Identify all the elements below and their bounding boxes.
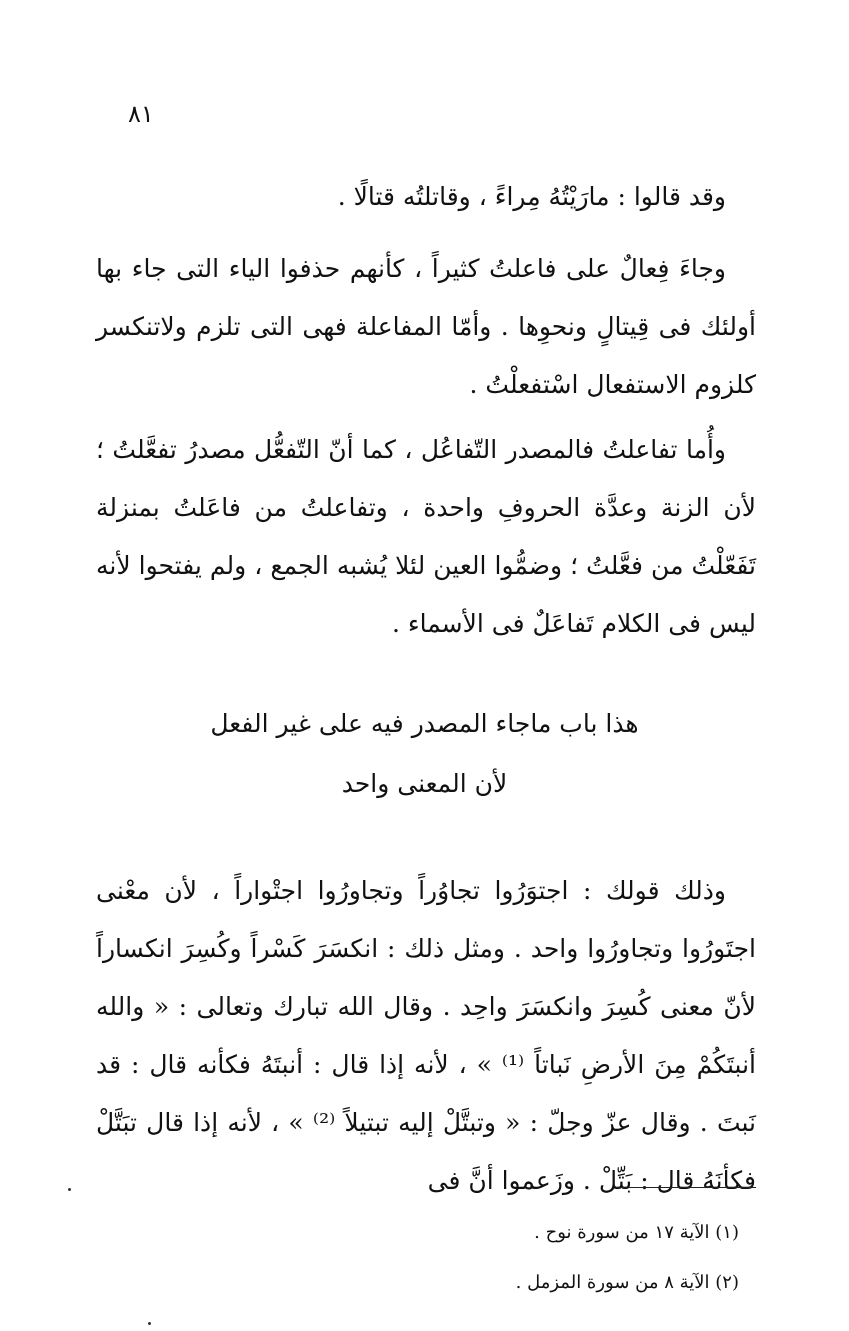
- paragraph-3: [96, 421, 756, 653]
- footnote-1: (١) الآية ١٧ من سورة نوح .: [534, 1222, 739, 1243]
- paragraph-1-text: وقد قالوا : مارَيْتُهُ مِراءً ، وقاتلتُه قتالًا .: [337, 182, 726, 211]
- footnote-2: (٢) الآية ٨ من سورة المزمل .: [515, 1272, 739, 1293]
- footnotes: [516, 1208, 739, 1308]
- scan-speck: [148, 1322, 151, 1325]
- paragraph-1: [96, 168, 756, 226]
- paragraph-4-text: وذلك قولك : اجتوَرُوا تجاوُراً وتجاورُوا اجتْواراً ، لأن معْنى اجتَورُوا وتجاورُوا واحد . ومثل ذلك : انكسَرَ كَسْراً وكُسِرَ انكساراً لأنّ معنى كُسِرَ وانكسَرَ واحِد . وقال الله تبارك وتعالى : « والله أنبتَكُمْ مِنَ الأرضِ نَباتاً ⁽¹⁾ » ، لأنه إذا قال : أنبتَهُ فكأنه قال : قد نَبتَ . وقال عزّ وجلّ : « وتبتَّلْ إليه تبتيلاً ⁽²⁾ » ، لأنه إذا قال تبَتَّلْ فكأنَهُ قال : بَتِّلْ . وزَعموا أنَّ فى: [96, 876, 757, 1195]
- paragraph-4: [96, 862, 756, 1210]
- page-number: ٨١: [128, 100, 154, 128]
- section-heading-line-2: لأن المعنى واحد: [341, 769, 508, 798]
- scan-speck: [68, 1188, 71, 1191]
- section-heading: [0, 694, 849, 814]
- section-heading-line-1: هذا باب ماجاء المصدر فيه على غير الفعل: [210, 709, 639, 738]
- paragraph-2-text: وجاءَ فِعالٌ على فاعلتُ كثيراً ، كأنهم حذفوا الياء التى جاء بها أولئك فى قِيتالٍ ونحوِها . وأمّا المفاعلة فهى التى تلزم ولاتنكسر كلزوم الاستفعال اسْتفعلْتُ .: [96, 254, 756, 399]
- paragraph-3-text: وأُما تفاعلتُ فالمصدر التّفاعُل ، كما أنّ التّفعُّل مصدرُ تفعَّلتُ ؛ لأن الزنة وعدَّة الحروفِ واحدة ، وتفاعلتُ من فاعَلتُ بمنزلة تَفَعّلْتُ من فعَّلتُ ؛ وضمُّوا العين لئلا يُشبه الجمع ، ولم يفتحوا لأنه ليس فى الكلام تَفاعَلٌ فى الأسماء .: [96, 435, 756, 638]
- paragraph-2: [96, 240, 756, 414]
- footnote-divider: [616, 1187, 756, 1188]
